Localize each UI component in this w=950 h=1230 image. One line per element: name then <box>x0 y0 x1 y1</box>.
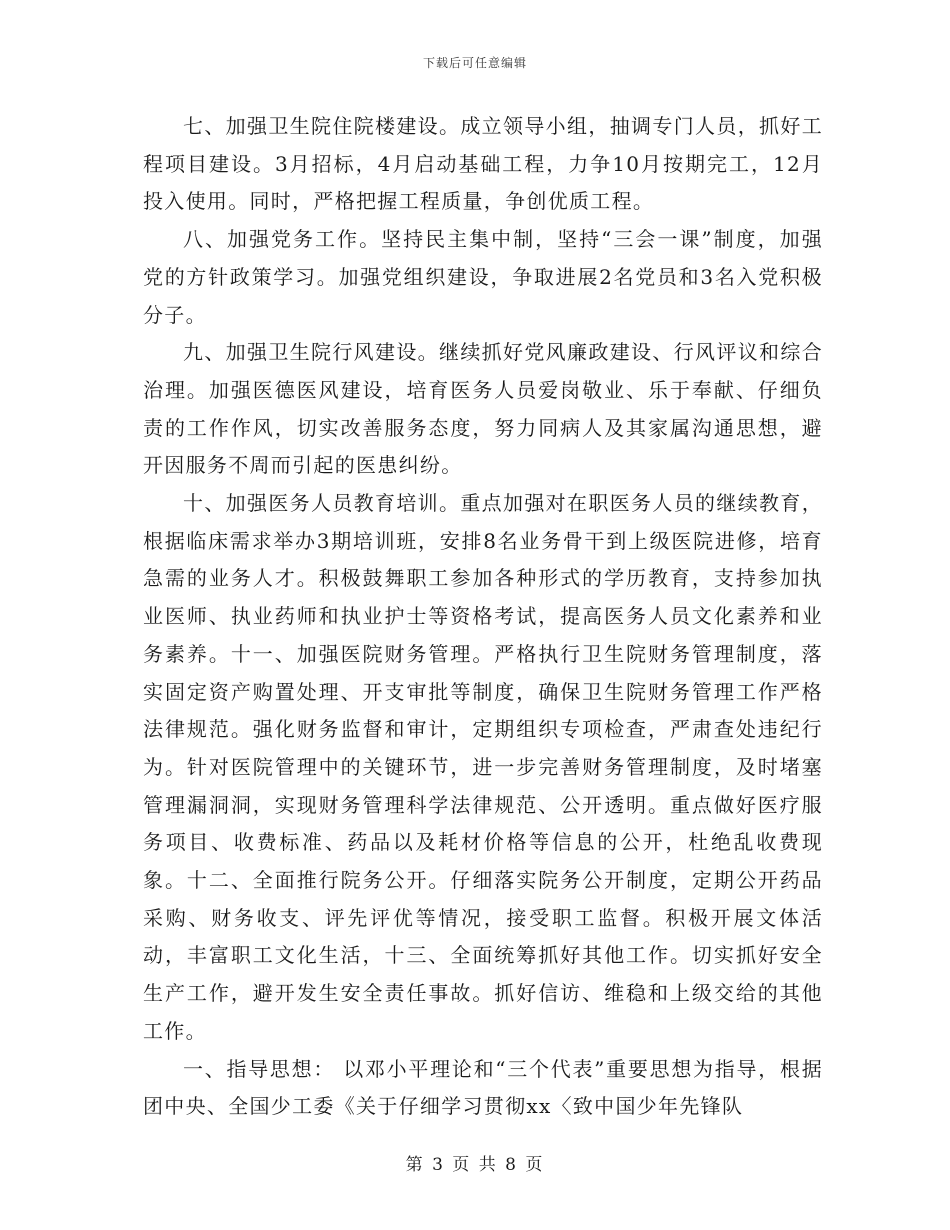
page-number: 第 3 页 共 8 页 <box>405 1155 545 1175</box>
paragraph-guiding-thought: 一、指导思想： 以邓小平理论和“三个代表”重要思想为指导，根据团中央、全国少工委《关于仔细学习贯彻xx〈致中国少年先锋队 <box>143 1056 823 1119</box>
page-header: 下载后可任意编辑 <box>422 56 527 70</box>
document-body <box>143 108 823 1126</box>
paragraph-ten: 十、加强医务人员教育培训。重点加强对在职医务人员的继续教育，根据临床需求举办3期培训班，安排8名业务骨干到上级医院进修，培育急需的业务人才。积极鼓舞职工参加各种形式的学历教育，支持参加执业医师、执业药师和执业护士等资格考试，提高医务人员文化素养和业务素养。十一、加强医院财务管理。严格执行卫生院财务管理制度，落实固定资产购置处理、开支审批等制度，确保卫生院财务管理工作严格法律规范。强化财务监督和审计，定期组织专项检查，严肃查处违纪行为。针对医院管理中的关键环节，进一步完善财务管理制度，及时堵塞管理漏洞洞，实现财务管理科学法律规范、公开透明。重点做好医疗服务项目、收费标准、药品以及耗材价格等信息的公开，杜绝乱收费现象。十二、全面推行院务公开。仔细落实院务公开制度，定期公开药品采购、财务收支、评先评优等情况，接受职工监督。积极开展文体活动，丰富职工文化生活，十三、全面统筹抓好其他工作。切实抓好安全生产工作，避开发生安全责任事故。抓好信访、维稳和上级交给的其他工作。 <box>143 491 823 1043</box>
paragraph-eight: 八、加强党务工作。坚持民主集中制，坚持“三会一课”制度，加强党的方针政策学习。加强党组织建设，争取进展2名党员和3名入党积极分子。 <box>143 227 823 327</box>
paragraph-seven: 七、加强卫生院住院楼建设。成立领导小组，抽调专门人员，抓好工程项目建设。3月招标，4月启动基础工程，力争10月按期完工，12月投入使用。同时，严格把握工程质量，争创优质工程。 <box>143 114 823 214</box>
paragraph-nine: 九、加强卫生院行风建设。继续抓好党风廉政建设、行风评议和综合治理。加强医德医风建设，培育医务人员爱岗敬业、乐于奉献、仔细负责的工作作风，切实改善服务态度，努力同病人及其家属沟通思想，避开因服务不周而引起的医患纠纷。 <box>143 340 823 478</box>
